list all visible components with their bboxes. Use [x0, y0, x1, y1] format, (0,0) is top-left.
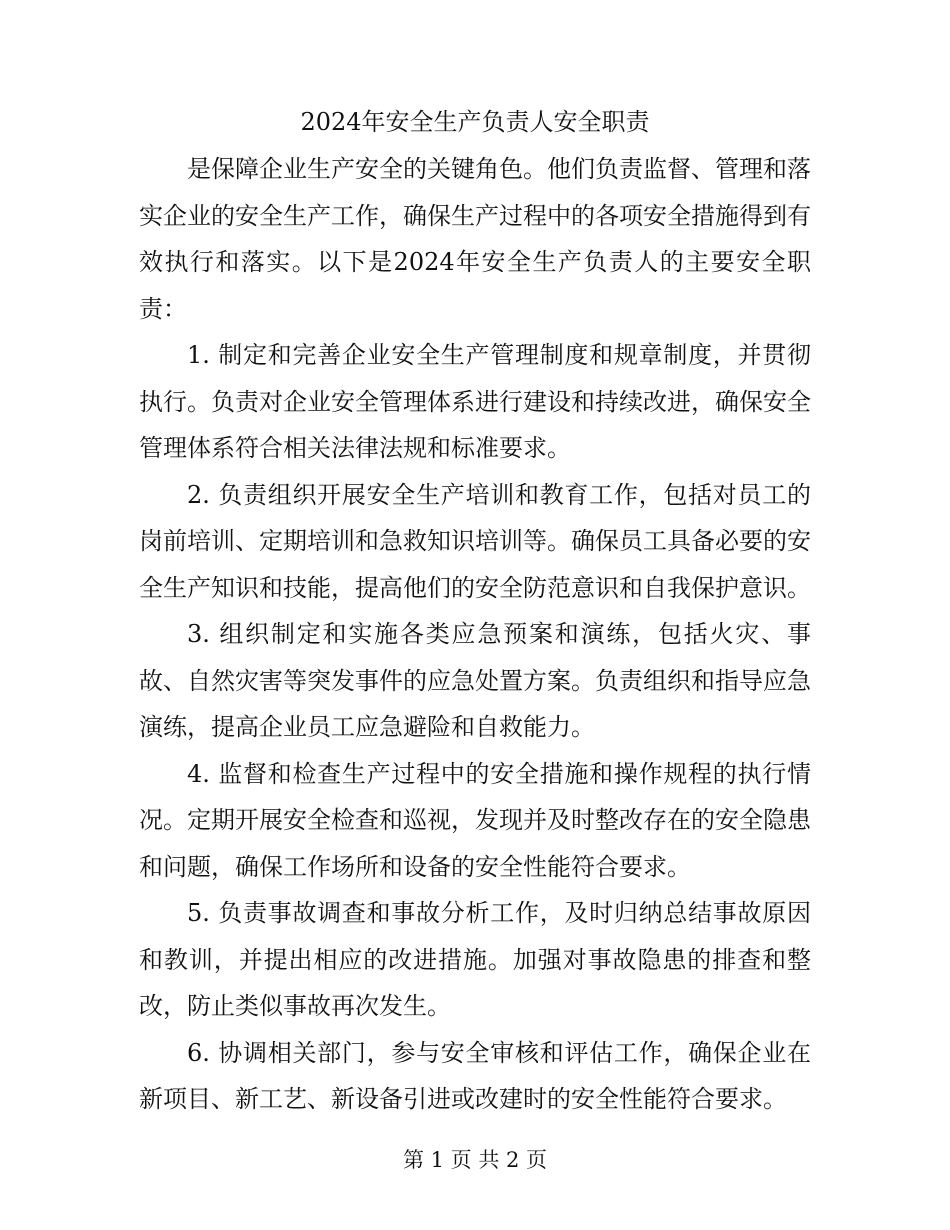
page-footer: 第 1 页 共 2 页 — [402, 1148, 548, 1172]
document-body — [139, 146, 811, 1123]
duty-item-6: 6. 协调相关部门，参与安全审核和评估工作，确保企业在新项目、新工艺、新设备引进或改建时的安全性能符合要求。 — [139, 1038, 811, 1113]
duty-item-2: 2. 负责组织开展安全生产培训和教育工作，包括对员工的岗前培训、定期培训和急救知识培训等。确保员工具备必要的安全生产知识和技能，提高他们的安全防范意识和自我保护意识。 — [139, 480, 811, 602]
duty-item-4: 4. 监督和检查生产过程中的安全措施和操作规程的执行情况。定期开展安全检查和巡视，发现并及时整改存在的安全隐患和问题，确保工作场所和设备的安全性能符合要求。 — [139, 759, 811, 881]
duty-item-5: 5. 负责事故调查和事故分析工作，及时归纳总结事故原因和教训，并提出相应的改进措施。加强对事故隐患的排查和整改，防止类似事故再次发生。 — [139, 899, 811, 1020]
document-title: 2024年安全生产负责人安全职责 — [300, 108, 650, 136]
duty-item-1: 1. 制定和完善企业安全生产管理制度和规章制度，并贯彻执行。负责对企业安全管理体系进行建设和持续改进，确保安全管理体系符合相关法律法规和标准要求。 — [139, 341, 811, 462]
duty-item-3: 3. 组织制定和实施各类应急预案和演练，包括火灾、事故、自然灾害等突发事件的应急处置方案。负责组织和指导应急演练，提高企业员工应急避险和自救能力。 — [139, 620, 811, 741]
intro-paragraph: 是保障企业生产安全的关键角色。他们负责监督、管理和落实企业的安全生产工作，确保生产过程中的各项安全措施得到有效执行和落实。以下是2024年安全生产负责人的主要安全职责： — [139, 155, 811, 323]
